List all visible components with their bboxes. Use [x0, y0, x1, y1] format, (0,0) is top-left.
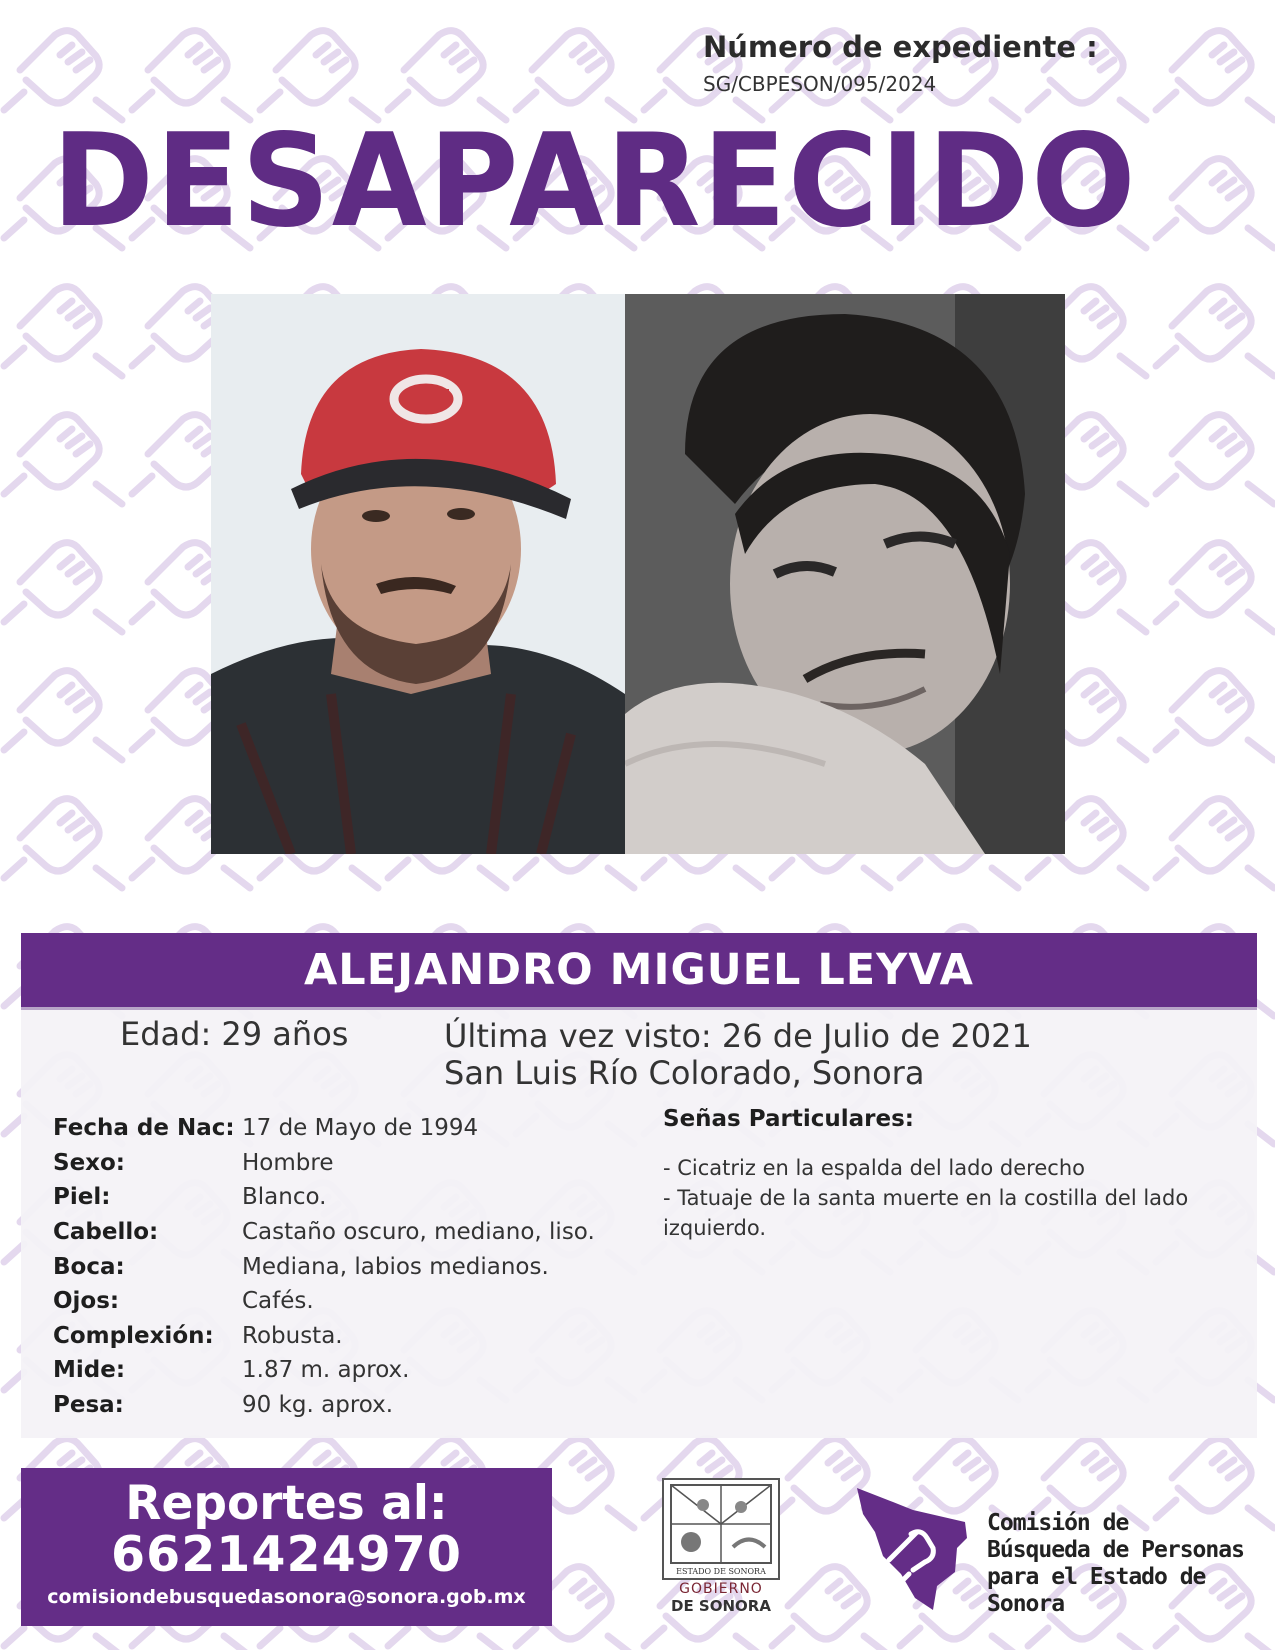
report-email[interactable]: comisiondebusquedasonora@sonora.gob.mx — [47, 1586, 526, 1608]
detail-row-eyes — [53, 1284, 595, 1319]
detail-label: Complexión: — [53, 1322, 214, 1349]
detail-row-hair — [53, 1215, 595, 1250]
detail-label: Ojos: — [53, 1288, 120, 1315]
last-seen-location: San Luis Río Colorado, Sonora — [444, 1054, 925, 1092]
detail-value: Blanco. — [242, 1184, 327, 1211]
last-seen-block — [444, 1018, 1032, 1092]
gov-line-1: GOBIERNO — [679, 1581, 763, 1597]
detail-value: Hombre — [242, 1149, 334, 1176]
detail-label: Mide: — [53, 1357, 126, 1384]
gov-line-2: DE SONORA — [671, 1597, 771, 1615]
detail-value: 90 kg. aprox. — [242, 1392, 394, 1419]
state-seal-icon — [661, 1477, 781, 1581]
photo-man-lying — [625, 294, 1065, 854]
detail-row-sex — [53, 1146, 595, 1181]
physical-details-list — [53, 1111, 595, 1422]
last-seen-date: Última vez visto: 26 de Julio de 2021 — [444, 1017, 1032, 1055]
report-contact-box — [21, 1468, 552, 1626]
detail-value: Robusta. — [242, 1322, 343, 1349]
commission-line-1: Comisión de — [987, 1510, 1129, 1536]
file-number-label: Número de expediente : — [703, 30, 1098, 64]
photo-man-red-cap — [211, 294, 625, 854]
detail-row-skin — [53, 1180, 595, 1215]
mark-scar: - Cicatriz en la espalda del lado derecho — [663, 1156, 1085, 1180]
gobierno-sonora-logo — [661, 1477, 781, 1623]
commission-line-3: para el Estado de Sonora — [987, 1564, 1206, 1617]
seal-text: ESTADO DE SONORA — [676, 1567, 766, 1576]
detail-label: Pesa: — [53, 1392, 124, 1419]
detail-row-mouth — [53, 1249, 595, 1284]
detail-label: Cabello: — [53, 1219, 159, 1246]
detail-row-build — [53, 1319, 595, 1354]
report-phone-number[interactable]: 6621424970 — [111, 1526, 462, 1583]
detail-row-birthdate — [53, 1111, 595, 1146]
detail-value: 17 de Mayo de 1994 — [242, 1115, 479, 1142]
detail-label: Boca: — [53, 1253, 125, 1280]
age-text: Edad: 29 años — [120, 1015, 349, 1053]
commission-line-2: Búsqueda de Personas — [987, 1537, 1244, 1563]
file-number-value: SG/CBPESON/095/2024 — [703, 72, 937, 96]
distinguishing-marks-text — [663, 1153, 1243, 1243]
detail-label: Sexo: — [53, 1149, 125, 1176]
headline-missing: DESAPARECIDO — [52, 107, 1138, 256]
detail-value: Mediana, labios medianos. — [242, 1253, 549, 1280]
report-title: Reportes al: — [125, 1476, 448, 1531]
person-name-banner: ALEJANDRO MIGUEL LEYVA — [21, 933, 1257, 1010]
mark-tattoo: - Tatuaje de la santa muerte en la costilla del lado izquierdo. — [663, 1186, 1189, 1240]
detail-value: Cafés. — [242, 1288, 314, 1315]
detail-value: Castaño oscuro, mediano, liso. — [242, 1219, 595, 1246]
sonora-map-icon — [853, 1482, 971, 1614]
detail-label: Piel: — [53, 1184, 111, 1211]
detail-label: Fecha de Nac: — [53, 1115, 235, 1142]
detail-row-weight — [53, 1388, 595, 1423]
distinguishing-marks-title: Señas Particulares: — [663, 1106, 914, 1132]
detail-row-height — [53, 1353, 595, 1388]
detail-value: 1.87 m. aprox. — [242, 1357, 410, 1384]
commission-name — [987, 1510, 1275, 1618]
